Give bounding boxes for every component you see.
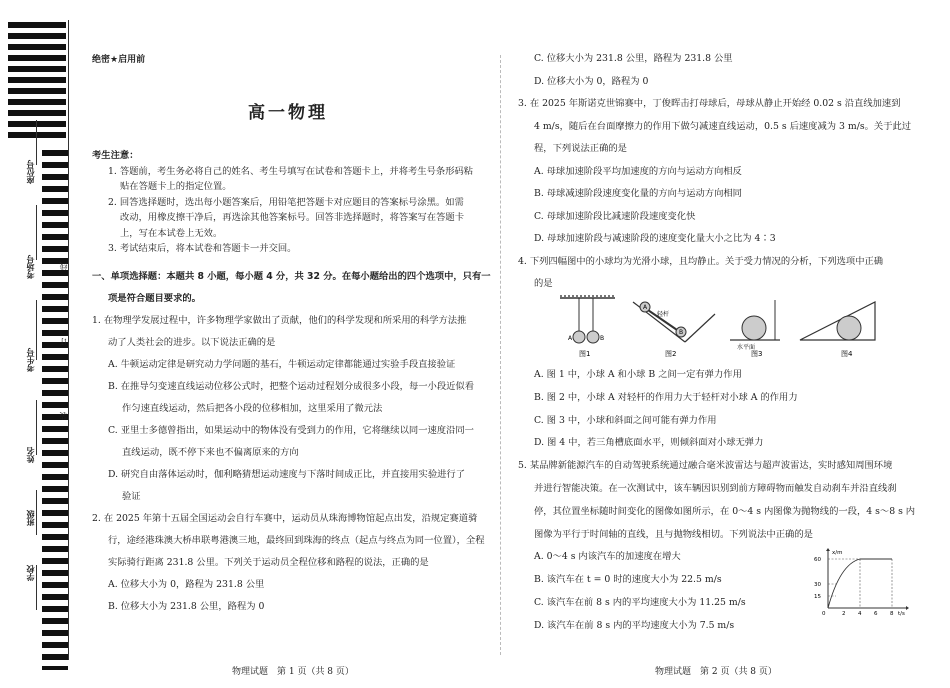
exam-room-label: 考场号 (26, 255, 35, 279)
q2-stem-cont: 实际骑行距离 231.8 公里。下列关于运动员全程位移和路程的说法，正确的是 (108, 557, 429, 568)
q1-option-d: D. 研究自由落体运动时，伽利略猜想运动速度与下落时间成正比，并直接用实验进行了 (108, 469, 466, 480)
q3-stem: 3. 在 2025 年斯诺克世锦赛中，丁俊晖击打母球后，母球从静止开始经 0.02 s 沿直线加速到 (518, 98, 901, 109)
q3-option-d: D. 母球加速阶段与减速阶段的速度变化量大小之比为 4∶3 (534, 233, 776, 244)
q2-option-b: B. 位移大小为 231.8 公里，路程为 0 (108, 601, 265, 612)
q4-option-c: C. 图 3 中，小球和斜面之间可能有弹力作用 (534, 414, 717, 426)
fig2-rod-label: 轻杆 (657, 311, 670, 318)
notice-item: 上，写在本试卷上无效。 (120, 227, 223, 239)
graph-x-label: t/s (898, 611, 905, 617)
q2-stem-cont: 行，途经港珠澳大桥串联粤港澳三地，最终回到珠海的终点（起点与终点为同一位置），全程 (108, 535, 485, 546)
fig2-ball-b: B (679, 329, 684, 336)
q5-option-d: D. 该汽车在前 8 s 内的平均速度大小为 7.5 m/s (534, 619, 735, 631)
q5-stem-cont: 停，其位置坐标随时间变化的图像如图所示，在 0～4 s 内图像为抛物线的一段，4 s～8 s 内 (534, 505, 916, 517)
graph-x-tick: 2 (842, 611, 846, 617)
candidate-number-label: 考生号 (26, 348, 35, 372)
graph-origin: 0 (822, 611, 826, 617)
seat-number-label: 座位号 (26, 160, 35, 184)
class-label: 班级 (26, 510, 35, 526)
bind-mark: 订 (59, 338, 68, 346)
section1-heading-cont: 项是符合题目要求的。 (108, 293, 201, 304)
q1-option-b: B. 在推导匀变速直线运动位移公式时，把整个运动过程划分成很多小段，每一小段近似看 (108, 381, 475, 392)
fig3-ground-label: 水平面 (737, 344, 756, 351)
secret-label: 绝密★启用前 (92, 55, 146, 65)
graph-y-tick: 30 (814, 582, 821, 588)
q1-option-a: A. 牛顿运动定律是研究动力学问题的基石，牛顿运动定律都能通过实验手段直接验证 (108, 359, 456, 370)
q4-fig3 (730, 300, 780, 358)
notice-item: 3. 考试结束后，将本试卷和答题卡一并交回。 (108, 243, 297, 254)
q5-option-b: B. 该汽车在 t = 0 时的速度大小为 22.5 m/s (534, 574, 722, 586)
q1-option-c: C. 亚里士多德曾指出，如果运动中的物体没有受到力的作用，它将继续以同一速度沿同一 (108, 425, 474, 436)
graph-y-label: x/m (832, 550, 843, 556)
q2-option-a: A. 位移大小为 0，路程为 231.8 公里 (108, 579, 265, 590)
q3-option-c: C. 母球加速阶段比减速阶段速度变化快 (534, 210, 696, 222)
q5-stem-cont: 图像为平行于时间轴的直线，且与抛物线相切。下列说法中正确的是 (534, 528, 813, 540)
graph-y-tick: 15 (814, 594, 821, 600)
notice-item: 贴在答题卡上的指定位置。 (120, 181, 232, 192)
fig1-ball-a: A (568, 335, 573, 342)
fig1-ball-b: B (600, 335, 605, 342)
q4-option-d: D. 图 4 中，若三角槽底面水平，则倾斜面对小球无弹力 (534, 437, 764, 449)
fig1-label: 图1 (579, 350, 591, 358)
notice-item: 2. 回答选择题时，选出每小题答案后，用铅笔把答题卡对应题目的答案标号涂黑。如需 (108, 196, 464, 208)
graph-x-tick: 8 (890, 611, 894, 617)
notice-heading: 考生注意： (92, 150, 139, 161)
staple-mark: 装 (59, 412, 68, 420)
q5-option-c: C. 该汽车在前 8 s 内的平均速度大小为 11.25 m/s (534, 596, 746, 608)
q5-stem: 5. 某品牌新能源汽车的自动驾驶系统通过融合毫米波雷达与超声波雷达，实时感知周围环境 (518, 460, 893, 472)
q5-graph (810, 548, 910, 618)
q1-stem-cont: 动了人类社会的进步。以下说法正确的是 (108, 337, 276, 348)
q3-option-a: A. 母球加速阶段平均加速度的方向与运动方向相反 (534, 165, 742, 177)
q4-fig2 (633, 302, 715, 358)
fig2-ball-a: A (643, 304, 648, 311)
q2-option-d: D. 位移大小为 0，路程为 0 (534, 75, 649, 87)
q2-option-c: C. 位移大小为 231.8 公里，路程为 231.8 公里 (534, 53, 733, 64)
notice-block (92, 148, 484, 257)
q3-stem-cont: 4 m/s，随后在台面摩擦力的作用下做匀减速直线运动，0.5 s 后速度减为 3 m/s。关于此过 (534, 120, 912, 132)
q1-option-b-cont: 作匀速直线运动，然后把各小段的位移相加，这里采用了微元法 (122, 403, 383, 414)
line-mark: 线 (59, 262, 68, 270)
right-questions (518, 48, 918, 296)
q5-option-a: A. 0～4 s 内该汽车的加速度在增大 (534, 551, 681, 563)
q2-stem: 2. 在 2025 年第十五届全国运动会自行车赛中，运动员从珠海博物馆起点出发，沿规定赛道骑 (92, 513, 478, 524)
q4-figures (555, 292, 885, 360)
fig4-label: 图4 (841, 350, 853, 358)
section1-heading: 一、单项选择题：本题共 8 小题，每小题 4 分，共 32 分。在每小题给出的四个选项中，只有一 (92, 271, 491, 282)
q4-stem-cont: 的是 (534, 278, 553, 289)
q4-option-a: A. 图 1 中，小球 A 和小球 B 之间一定有弹力作用 (534, 369, 742, 380)
notice-item: 1. 答题前，考生务必将自己的姓名、考生号填写在试卷和答题卡上，并将考生号条形码粘 (108, 165, 474, 177)
notice-item: 改动，用橡皮擦干净后，再选涂其他答案标号。回答非选择题时，将答案写在答题卡 (120, 212, 464, 223)
q3-option-b: B. 母球减速阶段速度变化量的方向与运动方向相同 (534, 188, 742, 199)
q4-stem: 4. 下列四幅图中的小球均为光滑小球，且均静止。关于受力情况的分析，下列选项中正确 (518, 255, 884, 267)
q1-option-d-cont: 验证 (122, 491, 141, 502)
footer-right: 物理试题 第 2 页（共 8 页） (655, 667, 777, 677)
column-divider (500, 55, 501, 655)
graph-x-tick: 6 (874, 611, 878, 617)
graph-y-tick: 60 (814, 557, 821, 563)
q4-option-b: B. 图 2 中，小球 A 对轻杆的作用力大于轻杆对小球 A 的作用力 (534, 391, 798, 403)
page-title: 高一物理 (248, 103, 328, 123)
left-questions (92, 266, 491, 618)
name-label: 姓名 (26, 447, 35, 463)
fig3-label: 图3 (751, 350, 763, 358)
q5-stem-cont: 并进行智能决策。在一次测试中，该车辆因识别到前方障碍物而触发自动刹车并沿直线刹 (534, 482, 897, 494)
binding-stripes-top (8, 22, 68, 143)
q3-stem-cont: 程，下列说法正确的是 (534, 143, 627, 154)
q4-fig1 (560, 296, 615, 358)
q1-option-c-cont: 直线运动，既不停下来也不偏离原来的方向 (122, 447, 299, 458)
fig2-label: 图2 (665, 350, 677, 358)
footer-left: 物理试题 第 1 页（共 8 页） (232, 667, 354, 677)
graph-x-tick: 4 (858, 611, 862, 617)
school-label: 学校 (26, 565, 35, 581)
q4-fig4 (800, 302, 875, 358)
q1-stem: 1. 在物理学发展过程中，许多物理学家做出了贡献，他们的科学发现和所采用的科学方法推 (92, 315, 467, 326)
